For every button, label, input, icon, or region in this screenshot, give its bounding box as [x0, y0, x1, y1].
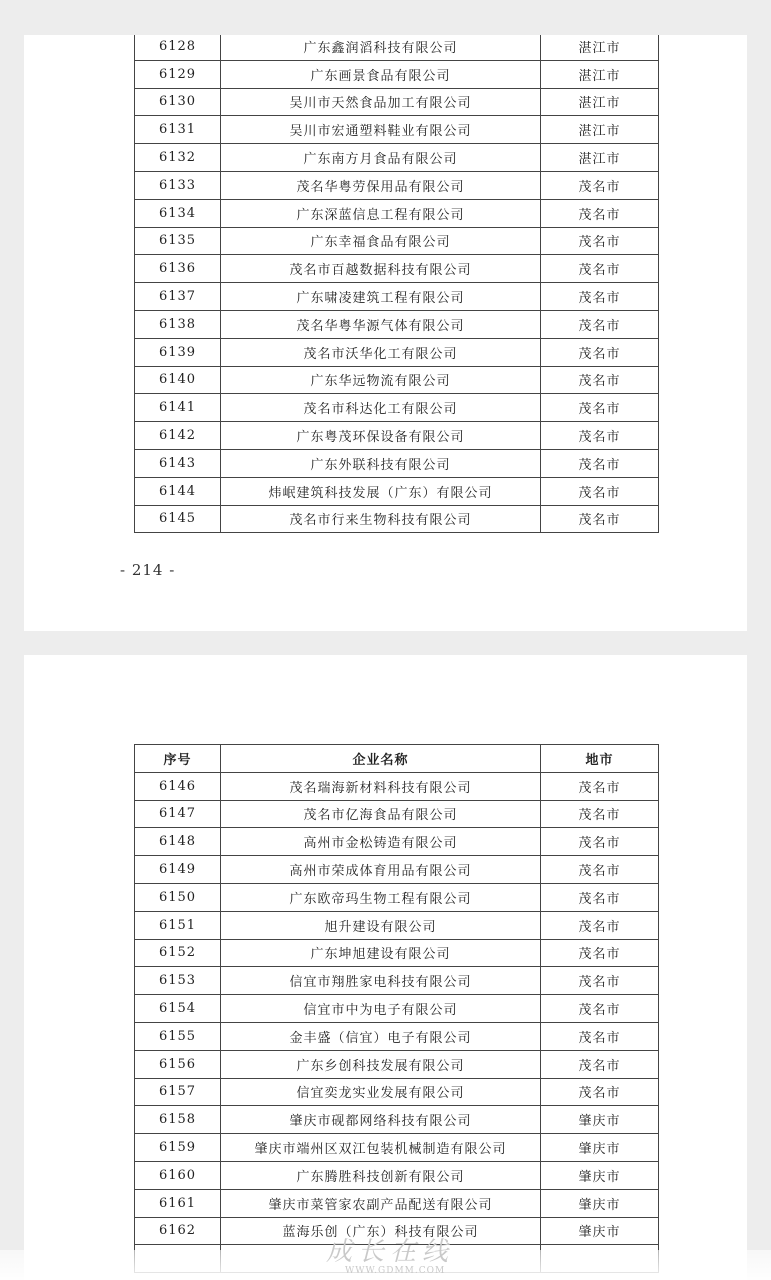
row-serial: 6155 [135, 1022, 221, 1050]
watermark-url: WWW.GDMM.COM [345, 1266, 446, 1276]
row-serial: 6130 [135, 88, 221, 116]
row-company-name: 广东欧帝玛生物工程有限公司 [221, 883, 541, 911]
row-serial: 6162 [135, 1217, 221, 1245]
row-city: 肇庆市 [541, 1134, 659, 1162]
row-city: 茂名市 [541, 171, 659, 199]
row-company-name: 茂名市百越数据科技有限公司 [221, 255, 541, 283]
row-serial: 6146 [135, 772, 221, 800]
row-city: 茂名市 [541, 772, 659, 800]
row-city: 茂名市 [541, 800, 659, 828]
row-serial: 6152 [135, 939, 221, 967]
row-city: 茂名市 [541, 449, 659, 477]
row-city: 茂名市 [541, 1078, 659, 1106]
row-serial: 6140 [135, 366, 221, 394]
row-city: 茂名市 [541, 1050, 659, 1078]
table-row [135, 856, 659, 884]
row-company-name: 蓝海乐创（广东）科技有限公司 [221, 1217, 541, 1245]
row-serial: 6149 [135, 856, 221, 884]
row-serial: 6134 [135, 199, 221, 227]
row-serial: 6156 [135, 1050, 221, 1078]
row-city: 茂名市 [541, 911, 659, 939]
table-row [135, 199, 659, 227]
table-row [135, 60, 659, 88]
header-company-name: 企业名称 [221, 745, 541, 773]
row-company-name: 广东乡创科技发展有限公司 [221, 1050, 541, 1078]
row-city: 肇庆市 [541, 1161, 659, 1189]
row-company-name: 广东画景食品有限公司 [221, 60, 541, 88]
row-company-name: 广东深蓝信息工程有限公司 [221, 199, 541, 227]
row-serial: 6133 [135, 171, 221, 199]
row-city: 茂名市 [541, 283, 659, 311]
table-row [135, 88, 659, 116]
row-city: 茂名市 [541, 477, 659, 505]
table-row [135, 883, 659, 911]
table-row [135, 171, 659, 199]
enterprise-table-page-215 [134, 744, 659, 1273]
row-city: 肇庆市 [541, 1189, 659, 1217]
row-company-name: 旭升建设有限公司 [221, 911, 541, 939]
header-city: 地市 [541, 745, 659, 773]
row-city: 茂名市 [541, 828, 659, 856]
page-number: - 214 - [120, 561, 176, 579]
document-page-215 [24, 655, 747, 1280]
row-city: 湛江市 [541, 88, 659, 116]
row-serial: 6139 [135, 338, 221, 366]
row-company-name: 茂名市科达化工有限公司 [221, 394, 541, 422]
row-city: 茂名市 [541, 939, 659, 967]
row-company-name: 茂名华粤华源气体有限公司 [221, 310, 541, 338]
table-row [135, 828, 659, 856]
table-row [135, 144, 659, 172]
row-company-name: 信宜奕龙实业发展有限公司 [221, 1078, 541, 1106]
row-company-name: 高州市荣成体育用品有限公司 [221, 856, 541, 884]
table-row [135, 35, 659, 60]
table-row [135, 283, 659, 311]
row-serial: 6131 [135, 116, 221, 144]
row-serial: 6137 [135, 283, 221, 311]
row-serial: 6132 [135, 144, 221, 172]
table-header-row [135, 745, 659, 773]
row-city: 茂名市 [541, 856, 659, 884]
row-company-name: 高州市金松铸造有限公司 [221, 828, 541, 856]
table-row [135, 1161, 659, 1189]
table-row [135, 1078, 659, 1106]
row-company-name: 广东坤旭建设有限公司 [221, 939, 541, 967]
row-serial: 6147 [135, 800, 221, 828]
row-serial: 6129 [135, 60, 221, 88]
table-row [135, 1022, 659, 1050]
row-serial: 6138 [135, 310, 221, 338]
row-city: 湛江市 [541, 116, 659, 144]
row-serial: 6157 [135, 1078, 221, 1106]
row-company-name: 炜岷建筑科技发展（广东）有限公司 [221, 477, 541, 505]
row-serial: 6154 [135, 995, 221, 1023]
row-company-name: 茂名市沃华化工有限公司 [221, 338, 541, 366]
row-company-name: 茂名瑞海新材料科技有限公司 [221, 772, 541, 800]
table-row [135, 939, 659, 967]
row-serial: 6153 [135, 967, 221, 995]
row-company-name: 肇庆市砚都网络科技有限公司 [221, 1106, 541, 1134]
header-serial: 序号 [135, 745, 221, 773]
row-city: 茂名市 [541, 967, 659, 995]
row-company-name: 广东南方月食品有限公司 [221, 144, 541, 172]
table-row [135, 911, 659, 939]
row-company-name: 广东啸凌建筑工程有限公司 [221, 283, 541, 311]
row-company-name: 吴川市天然食品加工有限公司 [221, 88, 541, 116]
table-row [135, 1134, 659, 1162]
row-serial: 6136 [135, 255, 221, 283]
row-serial: 6128 [135, 35, 221, 60]
row-city: 湛江市 [541, 60, 659, 88]
row-company-name: 肇庆市端州区双江包装机械制造有限公司 [221, 1134, 541, 1162]
table-row [135, 1050, 659, 1078]
table-row [135, 394, 659, 422]
row-city: 茂名市 [541, 394, 659, 422]
table-row [135, 800, 659, 828]
row-company-name: 广东幸福食品有限公司 [221, 227, 541, 255]
row-company-name: 肇庆市菜管家农副产品配送有限公司 [221, 1189, 541, 1217]
row-serial: 6150 [135, 883, 221, 911]
row-serial: 6142 [135, 422, 221, 450]
row-company-name: 茂名市行来生物科技有限公司 [221, 505, 541, 533]
table-row [135, 772, 659, 800]
row-city: 茂名市 [541, 366, 659, 394]
row-company-name: 茂名市亿海食品有限公司 [221, 800, 541, 828]
row-company-name: 广东外联科技有限公司 [221, 449, 541, 477]
row-company-name: 茂名华粤劳保用品有限公司 [221, 171, 541, 199]
table-row [135, 505, 659, 533]
row-city: 湛江市 [541, 144, 659, 172]
row-serial: 6158 [135, 1106, 221, 1134]
row-serial: 6145 [135, 505, 221, 533]
table-row [135, 967, 659, 995]
row-city: 茂名市 [541, 995, 659, 1023]
row-city: 茂名市 [541, 227, 659, 255]
row-city: 肇庆市 [541, 1106, 659, 1134]
row-serial: 6141 [135, 394, 221, 422]
watermark-logo [285, 1238, 495, 1278]
row-city: 茂名市 [541, 338, 659, 366]
table-row [135, 449, 659, 477]
watermark-logo-text: 成长在线 [325, 1237, 454, 1267]
table-row [135, 255, 659, 283]
table-row [135, 366, 659, 394]
table-row [135, 1106, 659, 1134]
row-serial: 6151 [135, 911, 221, 939]
table-row [135, 116, 659, 144]
row-company-name: 广东鑫润滔科技有限公司 [221, 35, 541, 60]
row-city: 茂名市 [541, 505, 659, 533]
row-city: 湛江市 [541, 35, 659, 60]
table-row [135, 995, 659, 1023]
row-city: 肇庆市 [541, 1217, 659, 1245]
table-row [135, 1189, 659, 1217]
row-serial: 6161 [135, 1189, 221, 1217]
row-company-name: 信宜市翔胜家电科技有限公司 [221, 967, 541, 995]
row-city: 茂名市 [541, 883, 659, 911]
row-city: 茂名市 [541, 422, 659, 450]
row-company-name: 广东华远物流有限公司 [221, 366, 541, 394]
row-city: 茂名市 [541, 199, 659, 227]
row-serial: 6144 [135, 477, 221, 505]
row-serial: 6160 [135, 1161, 221, 1189]
row-serial: 6159 [135, 1134, 221, 1162]
row-serial: 6135 [135, 227, 221, 255]
row-city: 茂名市 [541, 255, 659, 283]
row-serial: 6143 [135, 449, 221, 477]
enterprise-table-page-214 [134, 35, 659, 533]
table-row [135, 422, 659, 450]
row-serial: 6148 [135, 828, 221, 856]
document-page-214 [24, 35, 747, 631]
row-company-name: 金丰盛（信宜）电子有限公司 [221, 1022, 541, 1050]
row-city: 茂名市 [541, 310, 659, 338]
table-row [135, 338, 659, 366]
row-city: 茂名市 [541, 1022, 659, 1050]
row-company-name: 广东粤茂环保设备有限公司 [221, 422, 541, 450]
table-row [135, 227, 659, 255]
table-row [135, 310, 659, 338]
row-company-name: 广东腾胜科技创新有限公司 [221, 1161, 541, 1189]
table-row [135, 477, 659, 505]
row-company-name: 吴川市宏通塑料鞋业有限公司 [221, 116, 541, 144]
row-company-name: 信宜市中为电子有限公司 [221, 995, 541, 1023]
